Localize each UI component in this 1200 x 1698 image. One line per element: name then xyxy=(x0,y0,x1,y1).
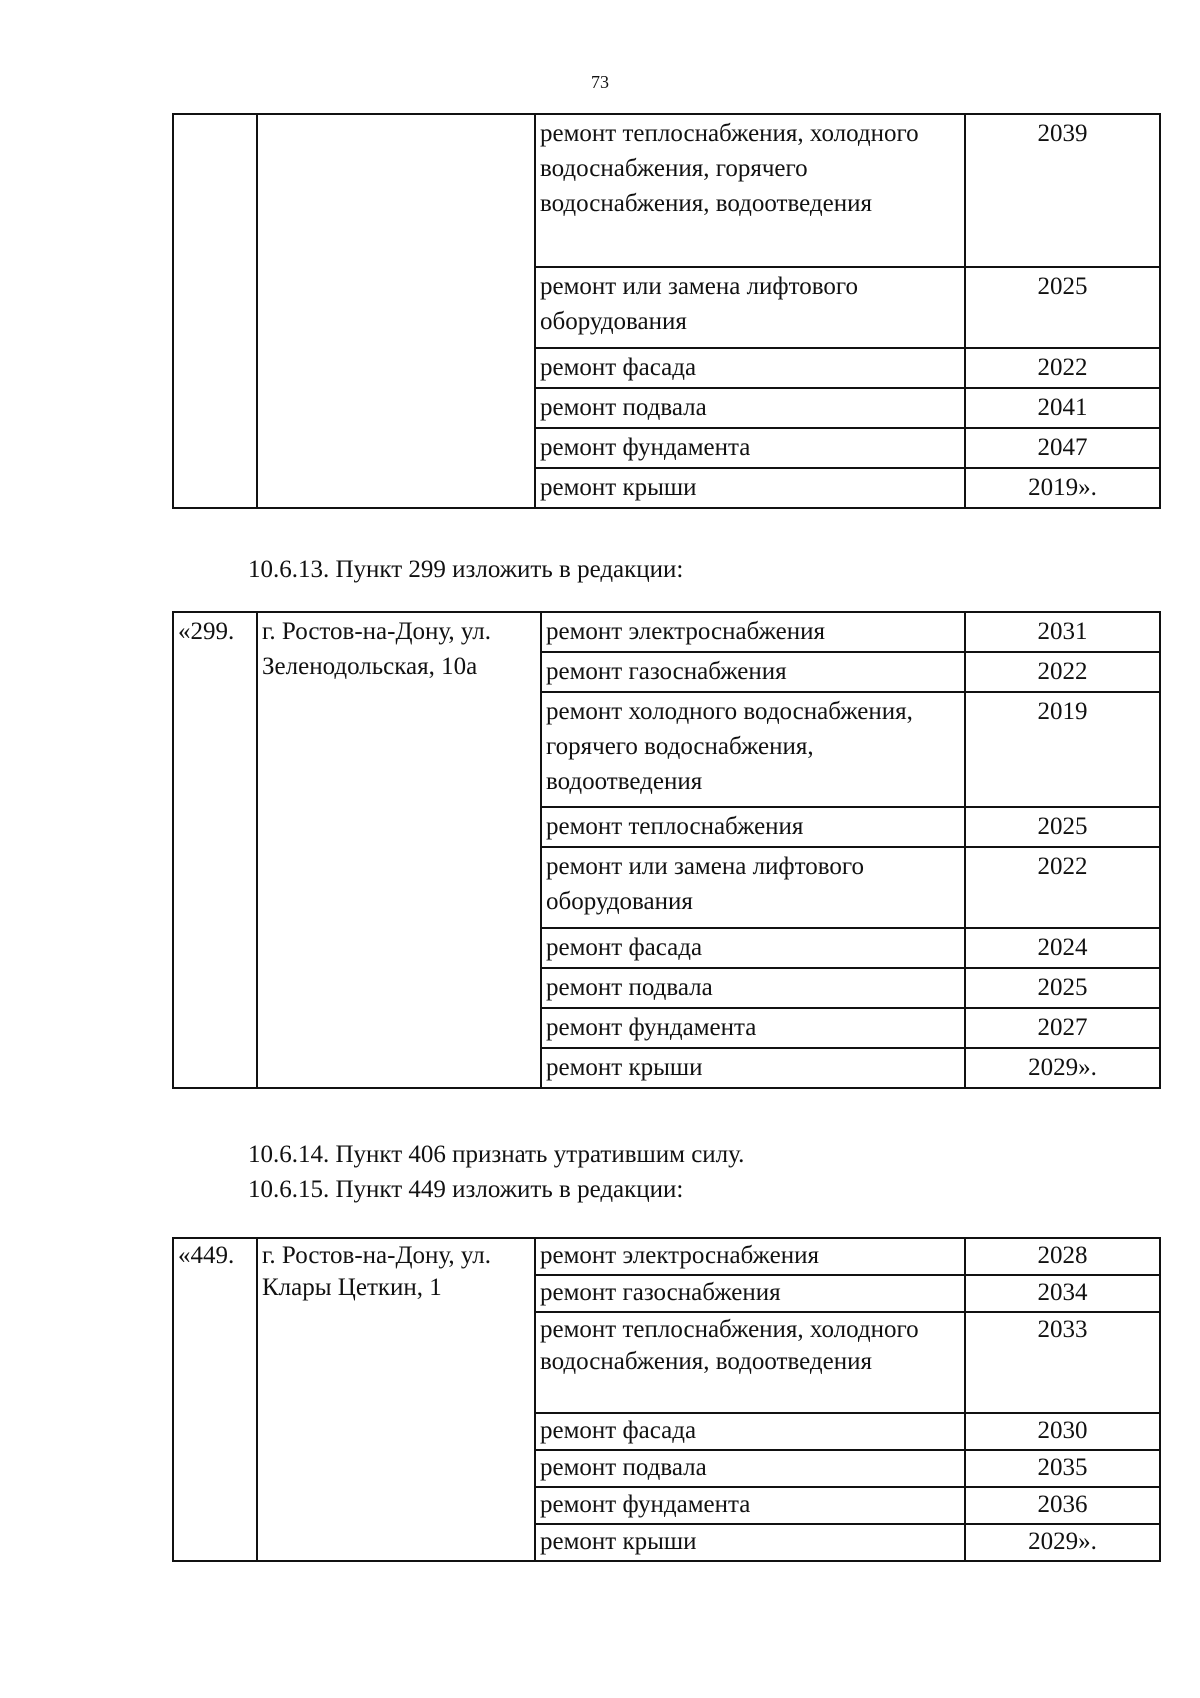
year-cell: 2025 xyxy=(965,807,1160,847)
work-cell: ремонт подвала xyxy=(541,968,965,1008)
work-cell: ремонт теплоснабжения, холодного водоснабжения, водоотведения xyxy=(535,1312,965,1413)
year-cell: 2039 xyxy=(965,114,1160,267)
paragraph-10-6-14: 10.6.14. Пункт 406 признать утратившим силу. xyxy=(248,1141,745,1168)
year-cell: 2035 xyxy=(965,1450,1160,1487)
work-cell: ремонт фасада xyxy=(535,1413,965,1450)
work-cell: ремонт теплоснабжения xyxy=(541,807,965,847)
year-cell: 2036 xyxy=(965,1487,1160,1524)
year-cell: 2029». xyxy=(965,1524,1160,1561)
work-cell: ремонт крыши xyxy=(535,468,965,508)
year-cell: 2031 xyxy=(965,612,1160,652)
work-cell: ремонт подвала xyxy=(535,1450,965,1487)
work-cell: ремонт фундамента xyxy=(535,428,965,468)
address-cell: г. Ростов-на-Дону, ул. Клары Цеткин, 1 xyxy=(257,1238,535,1561)
work-cell: ремонт фасада xyxy=(535,348,965,388)
year-cell: 2041 xyxy=(965,388,1160,428)
year-cell: 2030 xyxy=(965,1413,1160,1450)
work-cell: ремонт газоснабжения xyxy=(535,1275,965,1312)
works-table-449 xyxy=(172,1237,1161,1562)
year-cell: 2047 xyxy=(965,428,1160,468)
year-cell: 2034 xyxy=(965,1275,1160,1312)
year-cell: 2028 xyxy=(965,1238,1160,1275)
page-number: 73 xyxy=(591,72,609,92)
year-cell: 2019 xyxy=(965,692,1160,807)
table-row xyxy=(173,1238,1160,1275)
work-cell: ремонт фасада xyxy=(541,928,965,968)
work-cell: ремонт крыши xyxy=(541,1048,965,1088)
work-cell: ремонт подвала xyxy=(535,388,965,428)
works-table-continued xyxy=(172,113,1161,509)
year-cell: 2022 xyxy=(965,348,1160,388)
table-row xyxy=(173,114,1160,267)
work-cell: ремонт электроснабжения xyxy=(535,1238,965,1275)
paragraph-10-6-15: 10.6.15. Пункт 449 изложить в редакции: xyxy=(248,1176,684,1203)
address-cell: г. Ростов-на-Дону, ул. Зеленодольская, 10а xyxy=(257,612,541,1088)
work-cell: ремонт теплоснабжения, холодного водоснабжения, горячего водоснабжения, водоотведения xyxy=(535,114,965,267)
work-cell: ремонт или замена лифтового оборудования xyxy=(535,267,965,348)
works-table-299 xyxy=(172,611,1161,1089)
item-number-cell xyxy=(173,114,257,508)
work-cell: ремонт фундамента xyxy=(535,1487,965,1524)
year-cell: 2022 xyxy=(965,847,1160,928)
year-cell: 2027 xyxy=(965,1008,1160,1048)
item-number-cell: «299. xyxy=(173,612,257,1088)
table-row xyxy=(173,612,1160,652)
paragraph-10-6-13: 10.6.13. Пункт 299 изложить в редакции: xyxy=(248,556,684,583)
year-cell: 2025 xyxy=(965,968,1160,1008)
year-cell: 2025 xyxy=(965,267,1160,348)
year-cell: 2029». xyxy=(965,1048,1160,1088)
work-cell: ремонт холодного водоснабжения, горячего водоснабжения, водоотведения xyxy=(541,692,965,807)
year-cell: 2022 xyxy=(965,652,1160,692)
item-number-cell: «449. xyxy=(173,1238,257,1561)
year-cell: 2024 xyxy=(965,928,1160,968)
address-cell xyxy=(257,114,535,508)
work-cell: ремонт крыши xyxy=(535,1524,965,1561)
year-cell: 2033 xyxy=(965,1312,1160,1413)
work-cell: ремонт электроснабжения xyxy=(541,612,965,652)
work-cell: ремонт газоснабжения xyxy=(541,652,965,692)
work-cell: ремонт фундамента xyxy=(541,1008,965,1048)
year-cell: 2019». xyxy=(965,468,1160,508)
work-cell: ремонт или замена лифтового оборудования xyxy=(541,847,965,928)
